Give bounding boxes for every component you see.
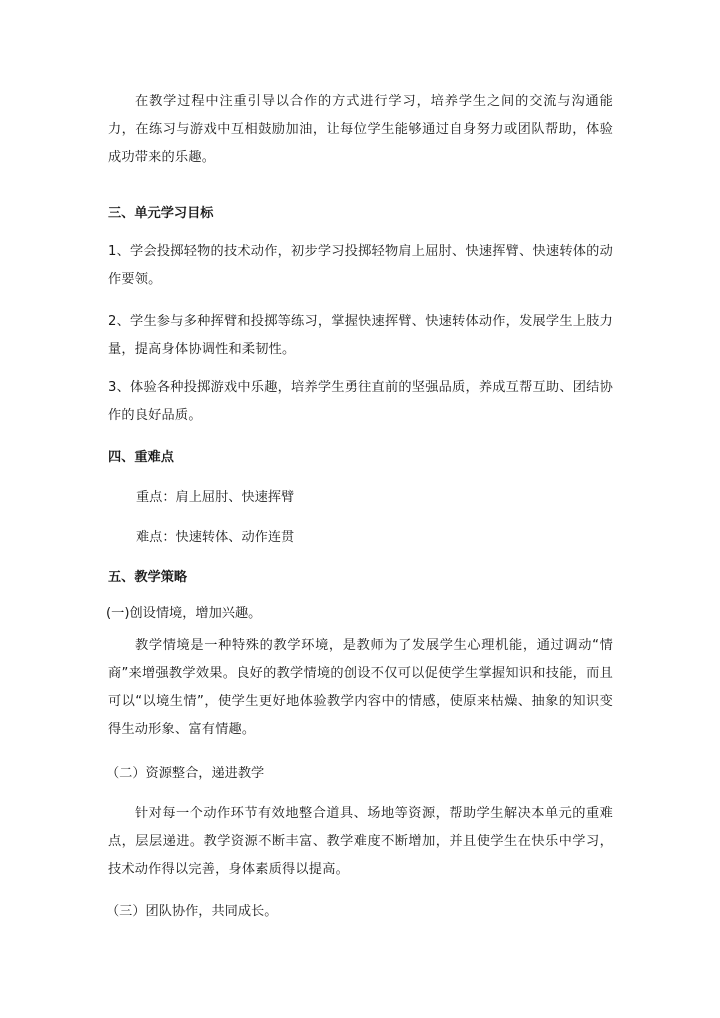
key-point: 重点：肩上屈肘、快速挥臂 — [136, 490, 295, 505]
difficult-point: 难点：快速转体、动作连贯 — [136, 530, 295, 545]
goal-item-1: 1、学会投掷轻物的技术动作，初步学习投掷轻物肩上屈肘、快速挥臂、快速转体的动作要领。 — [108, 244, 613, 287]
intro-paragraph: 在教学过程中注重引导以合作的方式进行学习，培养学生之间的交流与沟通能力，在练习与游戏中互相鼓励加油，让每位学生能够通过自身努力或团队帮助，体验成功带来的乐趣。 — [108, 94, 613, 165]
section-3-heading: 三、单元学习目标 — [108, 206, 214, 221]
strategy-2-body: 针对每一个动作环节有效地整合道具、场地等资源，帮助学生解决本单元的重难点，层层递进。教学资源不断丰富、教学难度不断增加，并且使学生在快乐中学习，技术动作得以完善，身体素质得以提高。 — [108, 806, 613, 877]
goal-item-2: 2、学生参与多种挥臂和投掷等练习，掌握快速挥臂、快速转体动作，发展学生上肢力量，提高身体协调性和柔韧性。 — [108, 314, 613, 357]
section-5-heading: 五、教学策略 — [108, 570, 188, 585]
section-4-heading: 四、重难点 — [108, 450, 174, 465]
strategy-1-title: (一)创设情境，增加兴趣。 — [106, 606, 262, 621]
strategy-3-title: （三）团队协作，共同成长。 — [106, 904, 278, 919]
goal-item-3: 3、体验各种投掷游戏中乐趣，培养学生勇往直前的坚强品质，养成互帮互助、团结协作的良好品质。 — [108, 380, 613, 423]
strategy-1-body: 教学情境是一种特殊的教学环境，是教师为了发展学生心理机能，通过调动“情商”来增强教学效果。良好的教学情境的创设不仅可以促使学生掌握知识和技能，而且可以“以境生情”，使学生更好地体验教学内容中的情感，使原来枯燥、抽象的知识变得生动形象、富有情趣。 — [108, 638, 613, 737]
strategy-2-title: （二）资源整合，递进教学 — [106, 766, 265, 781]
